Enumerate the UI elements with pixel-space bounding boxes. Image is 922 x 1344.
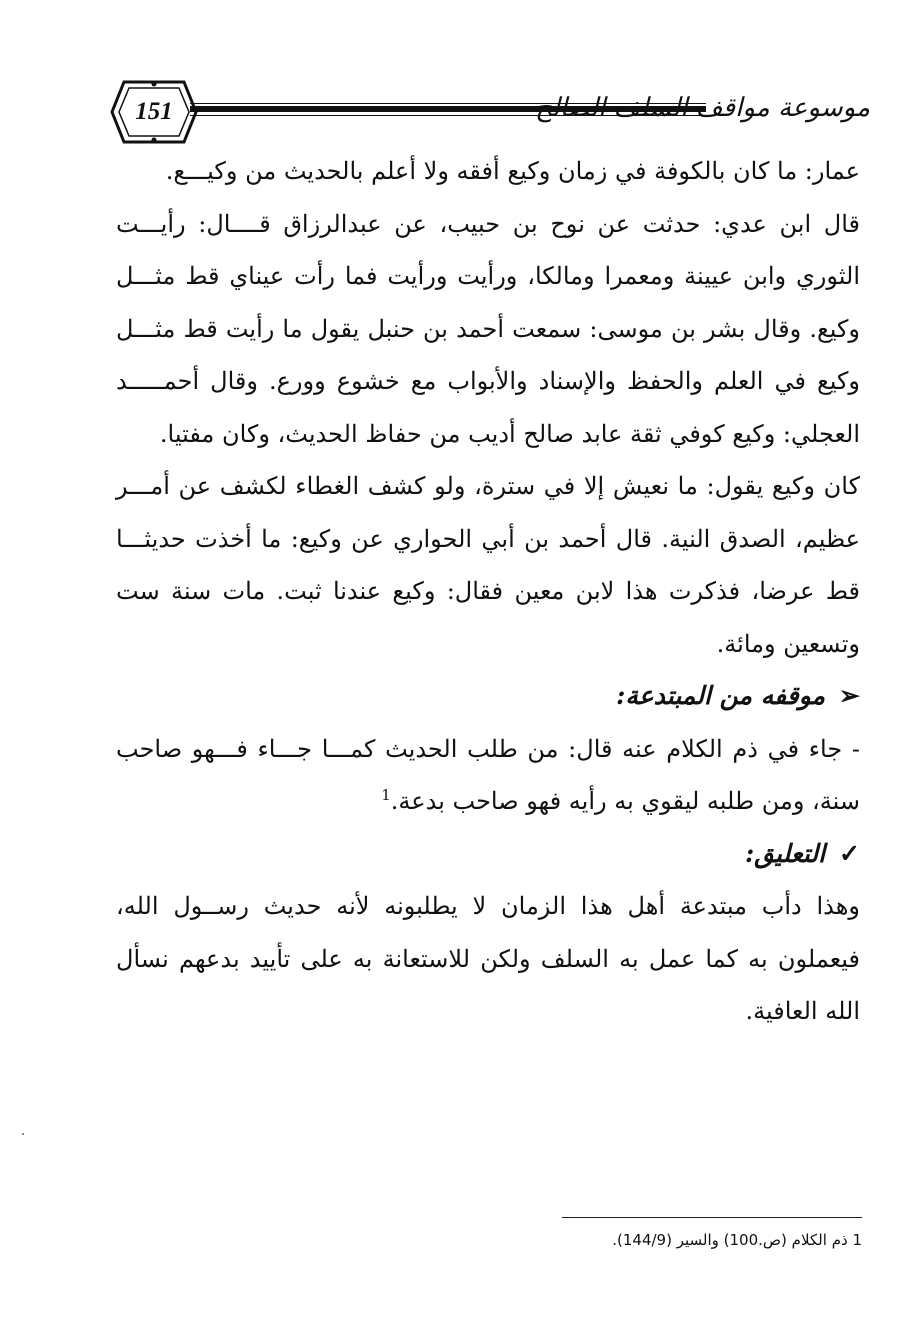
section-heading-text: التعليق:: [744, 838, 826, 868]
section-heading-text: موقفه من المبتدعة:: [616, 681, 826, 710]
scan-speck: [22, 1133, 24, 1135]
paragraph-1: عمار: ما كان بالكوفة في زمان وكيع أفقه ولا أعلم بالحديث من وكيـــع.: [165, 157, 860, 185]
commentary-paragraph: وهذا دأب مبتدعة أهل هذا الزمان لا يطلبونه لأنه حديث رســول الله، فيعملون به كما عمل به السلف ولكن للاستعانة به على تأييد بدعهم نسأل الله العافية.: [116, 892, 860, 1025]
page-header: [110, 78, 870, 148]
footnote: [500, 1229, 862, 1251]
footnote-divider: [562, 1217, 862, 1218]
quote-paragraph: [116, 723, 860, 828]
page-body: [116, 145, 860, 1038]
page-number-badge: [110, 78, 198, 146]
footnote-text: ذم الكلام (ص.100) والسير (144/9).: [612, 1231, 848, 1249]
section-heading-innovators: [116, 670, 860, 723]
paragraph-2: قال ابن عدي: حدثت عن نوح بن حبيب، عن عبدالرزاق قــــال: رأيـــت الثوري وابن عيينة ومعمرا ومالكا، ورأيت ورأيت فما رأت عيناي قط مثـــل وكيع. وقال بشر بن موسى: سمعت أحمد بن حنبل يقول ما رأيت قط مثـــل وكيع في العلم والحفظ والإسناد والأبواب مع خشوع وورع. وقال أحمـــــد العجلي: وكيع كوفي ثقة عابد صالح أديب من حفاظ الحديث، وكان مفتيا.: [116, 209, 860, 448]
paragraph-3: كان وكيع يقول: ما نعيش إلا في سترة، ولو كشف الغطاء لكشف عن أمـــر عظيم، الصدق النية. قال أحمد بن أبي الحواري عن وكيع: ما أخذت حديثـــا قط عرضا، فذكرت هذا لابن معين فقال: وكيع عندنا ثبت. مات سنة ست وتسعين ومائة.: [116, 472, 860, 658]
section-heading-commentary: [116, 828, 860, 881]
footnote-ref: 1: [381, 786, 391, 804]
page-number: 151: [135, 98, 173, 125]
series-title: موسوعة مواقف السلف الصالح: [535, 93, 870, 123]
quote-text: - جاء في ذم الكلام عنه قال: من طلب الحديث كمـــا جـــاء فـــهو صاحب سنة، ومن طلبه ليقوي به رأيه فهو صاحب بدعة.: [116, 734, 860, 815]
footnote-number: 1: [852, 1231, 862, 1249]
arrow-bullet-icon: ➢: [839, 681, 860, 710]
check-mark-icon: ✓: [839, 838, 860, 868]
